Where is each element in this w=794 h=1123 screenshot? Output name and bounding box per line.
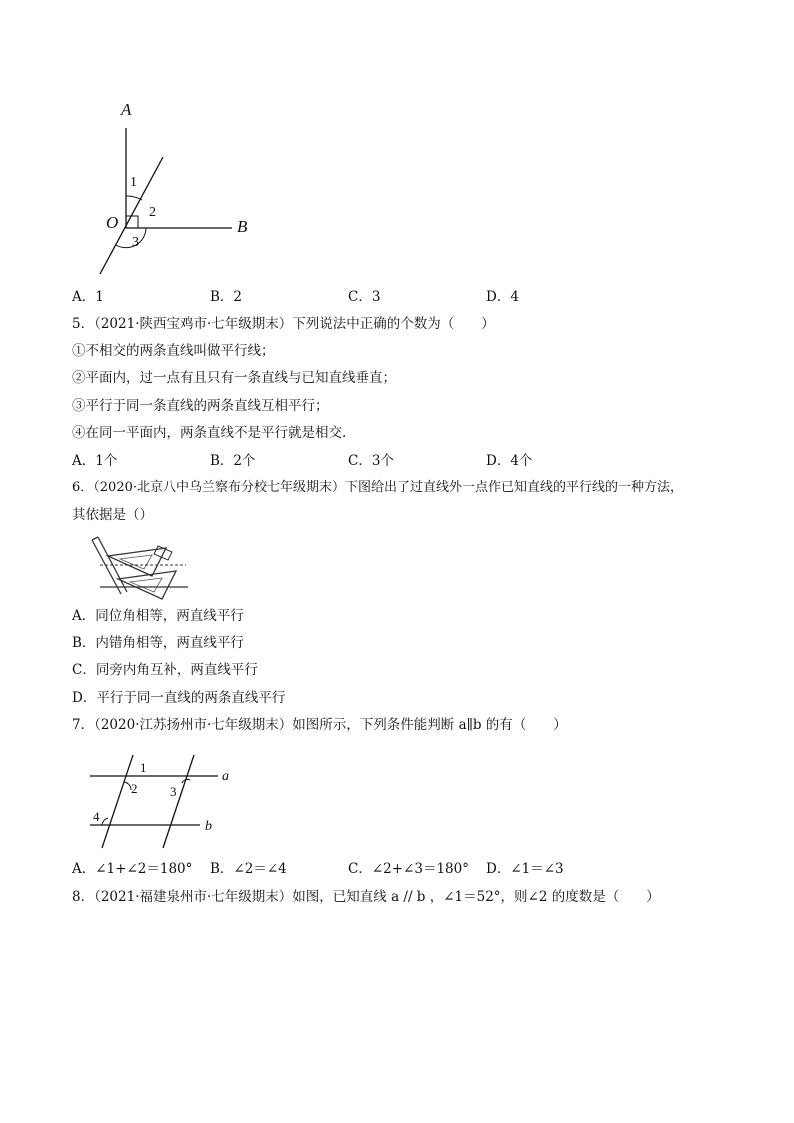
label-O: O [106,213,119,232]
q6-option-c: C．同旁内角互补，两直线平行 [72,662,258,678]
label-angle-3: 3 [132,235,139,250]
label-angle-1: 1 [140,760,147,775]
q5-option-a: A．1个 [72,453,118,469]
q7-option-b: B．∠2＝∠4 [210,861,287,877]
q6-option-b: B．内错角相等，两直线平行 [72,635,244,651]
q7-option-c: C．∠2+∠3＝180° [348,861,469,877]
q5-statement-2: ②平面内，过一点有且只有一条直线与已知直线垂直； [72,370,396,386]
q6-stem-line1: 6．（2020·北京八中乌兰察布分校七年级期末）下图给出了过直线外一点作已知直线的平行线的一种方法， [72,480,683,495]
q4-option-b: B．2 [210,289,243,305]
q4-option-a: A．1 [72,289,104,305]
transversal-left [102,755,133,848]
arc-angle-3 [182,779,190,783]
label-A: A [121,100,132,119]
q6-option-d: D．平行于同一直线的两条直线平行 [72,690,286,706]
q7-option-d: D．∠1＝∠3 [486,861,564,877]
label-line-b: b [205,819,212,834]
q5-option-c: C．3个 [348,453,394,469]
arc-angle-2 [124,782,131,790]
transversal-right [163,755,194,848]
q8-stem: 8．（2021·福建泉州市·七年级期末）如图，已知直线 a // b ，∠1＝52°，则∠2 的度数是（ ） [72,889,660,905]
q5-option-d: D．4个 [486,453,533,469]
label-B: B [237,217,248,236]
q7-option-a: A．∠1+∠2＝180° [72,861,193,877]
q5-statement-4: ④在同一平面内，两条直线不是平行就是相交. [72,425,347,441]
q6-stem-line2: 其依据是（） [72,507,153,523]
q5-statement-1: ①不相交的两条直线叫做平行线； [72,343,275,359]
label-angle-2: 2 [131,781,138,796]
q5-statement-3: ③平行于同一条直线的两条直线互相平行； [72,398,329,414]
q5-option-b: B．2个 [210,453,256,469]
label-line-a: a [222,769,229,784]
q6-option-a: A．同位角相等，两直线平行 [72,608,244,624]
label-angle-2: 2 [149,205,156,220]
label-angle-1: 1 [130,175,137,190]
arc-angle-4 [102,818,108,825]
label-angle-4: 4 [93,809,100,824]
label-angle-3: 3 [170,784,177,799]
q7-stem: 7．（2020·江苏扬州市·七年级期末）如图所示，下列条件能判断 a∥b 的有（ ） [72,717,567,733]
q4-option-c: C．3 [348,289,381,305]
q4-option-d: D．4 [486,289,519,305]
q5-stem: 5．（2021·陕西宝鸡市·七年级期末）下列说法中正确的个数为（ ） [72,316,495,332]
